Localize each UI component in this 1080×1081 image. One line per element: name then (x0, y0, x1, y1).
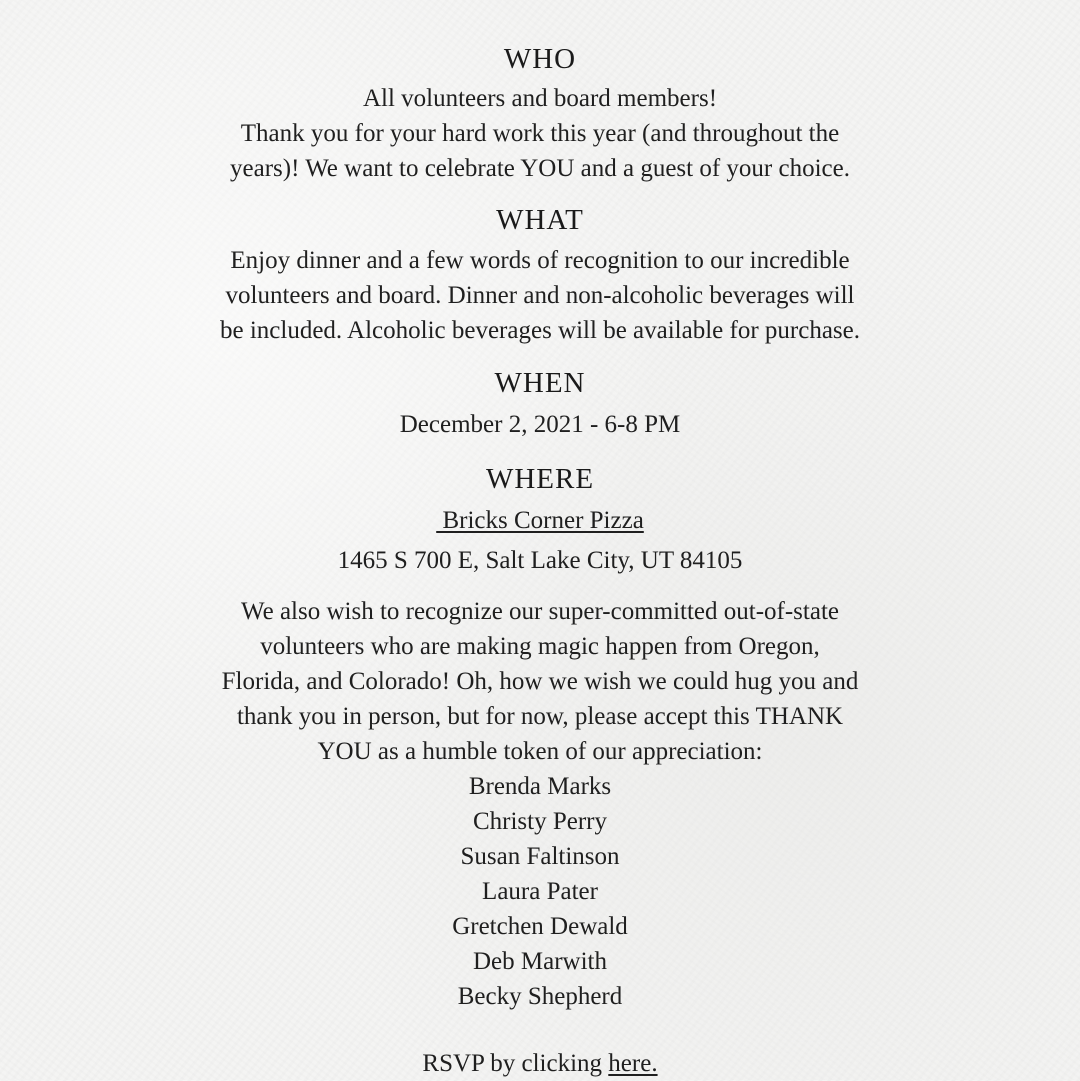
volunteer-name: Brenda Marks (468, 773, 612, 800)
recognition-line: Florida, and Colorado! Oh, how we wish we could hug you and (221, 668, 859, 695)
where-heading: WHERE (485, 463, 595, 495)
volunteer-name: Laura Pater (482, 878, 598, 905)
who-line: Thank you for your hard work this year (and throughout the (240, 120, 840, 147)
what-line: volunteers and board. Dinner and non-alcoholic beverages will (225, 282, 855, 309)
event-datetime: December 2, 2021 - 6-8 PM (399, 411, 681, 438)
recognition-line: thank you in person, but for now, please accept this THANK (236, 703, 844, 730)
who-heading: WHO (503, 43, 577, 75)
volunteer-name: Gretchen Dewald (452, 913, 628, 940)
rsvp-line (150, 1046, 930, 1081)
who-line: All volunteers and board members! (362, 85, 718, 112)
recognition-line: We also wish to recognize our super-committed out-of-state (241, 598, 839, 625)
volunteer-name: Susan Faltinson (460, 843, 620, 870)
venue-line (150, 503, 930, 538)
recognition-body (150, 594, 930, 1014)
volunteer-name: Deb Marwith (473, 948, 607, 975)
what-line: be included. Alcoholic beverages will be available for purchase. (219, 317, 861, 344)
what-body (150, 243, 930, 348)
when-heading: WHEN (494, 367, 586, 399)
who-line: years)! We want to celebrate YOU and a guest of your choice. (230, 155, 850, 182)
rsvp-link[interactable]: here. (608, 1050, 658, 1077)
who-body (150, 81, 930, 186)
volunteer-name: Becky Shepherd (457, 983, 623, 1010)
volunteer-name: Christy Perry (472, 808, 608, 835)
what-heading: WHAT (496, 204, 584, 236)
what-line: Enjoy dinner and a few words of recognition to our incredible (230, 247, 850, 274)
rsvp-prefix: RSVP by clicking (422, 1050, 609, 1077)
venue-address: 1465 S 700 E, Salt Lake City, UT 84105 (337, 547, 743, 574)
venue-link[interactable]: Bricks Corner Pizza (436, 507, 644, 534)
recognition-line: YOU as a humble token of our appreciation: (317, 738, 763, 765)
recognition-line: volunteers who are making magic happen from Oregon, (260, 633, 820, 660)
